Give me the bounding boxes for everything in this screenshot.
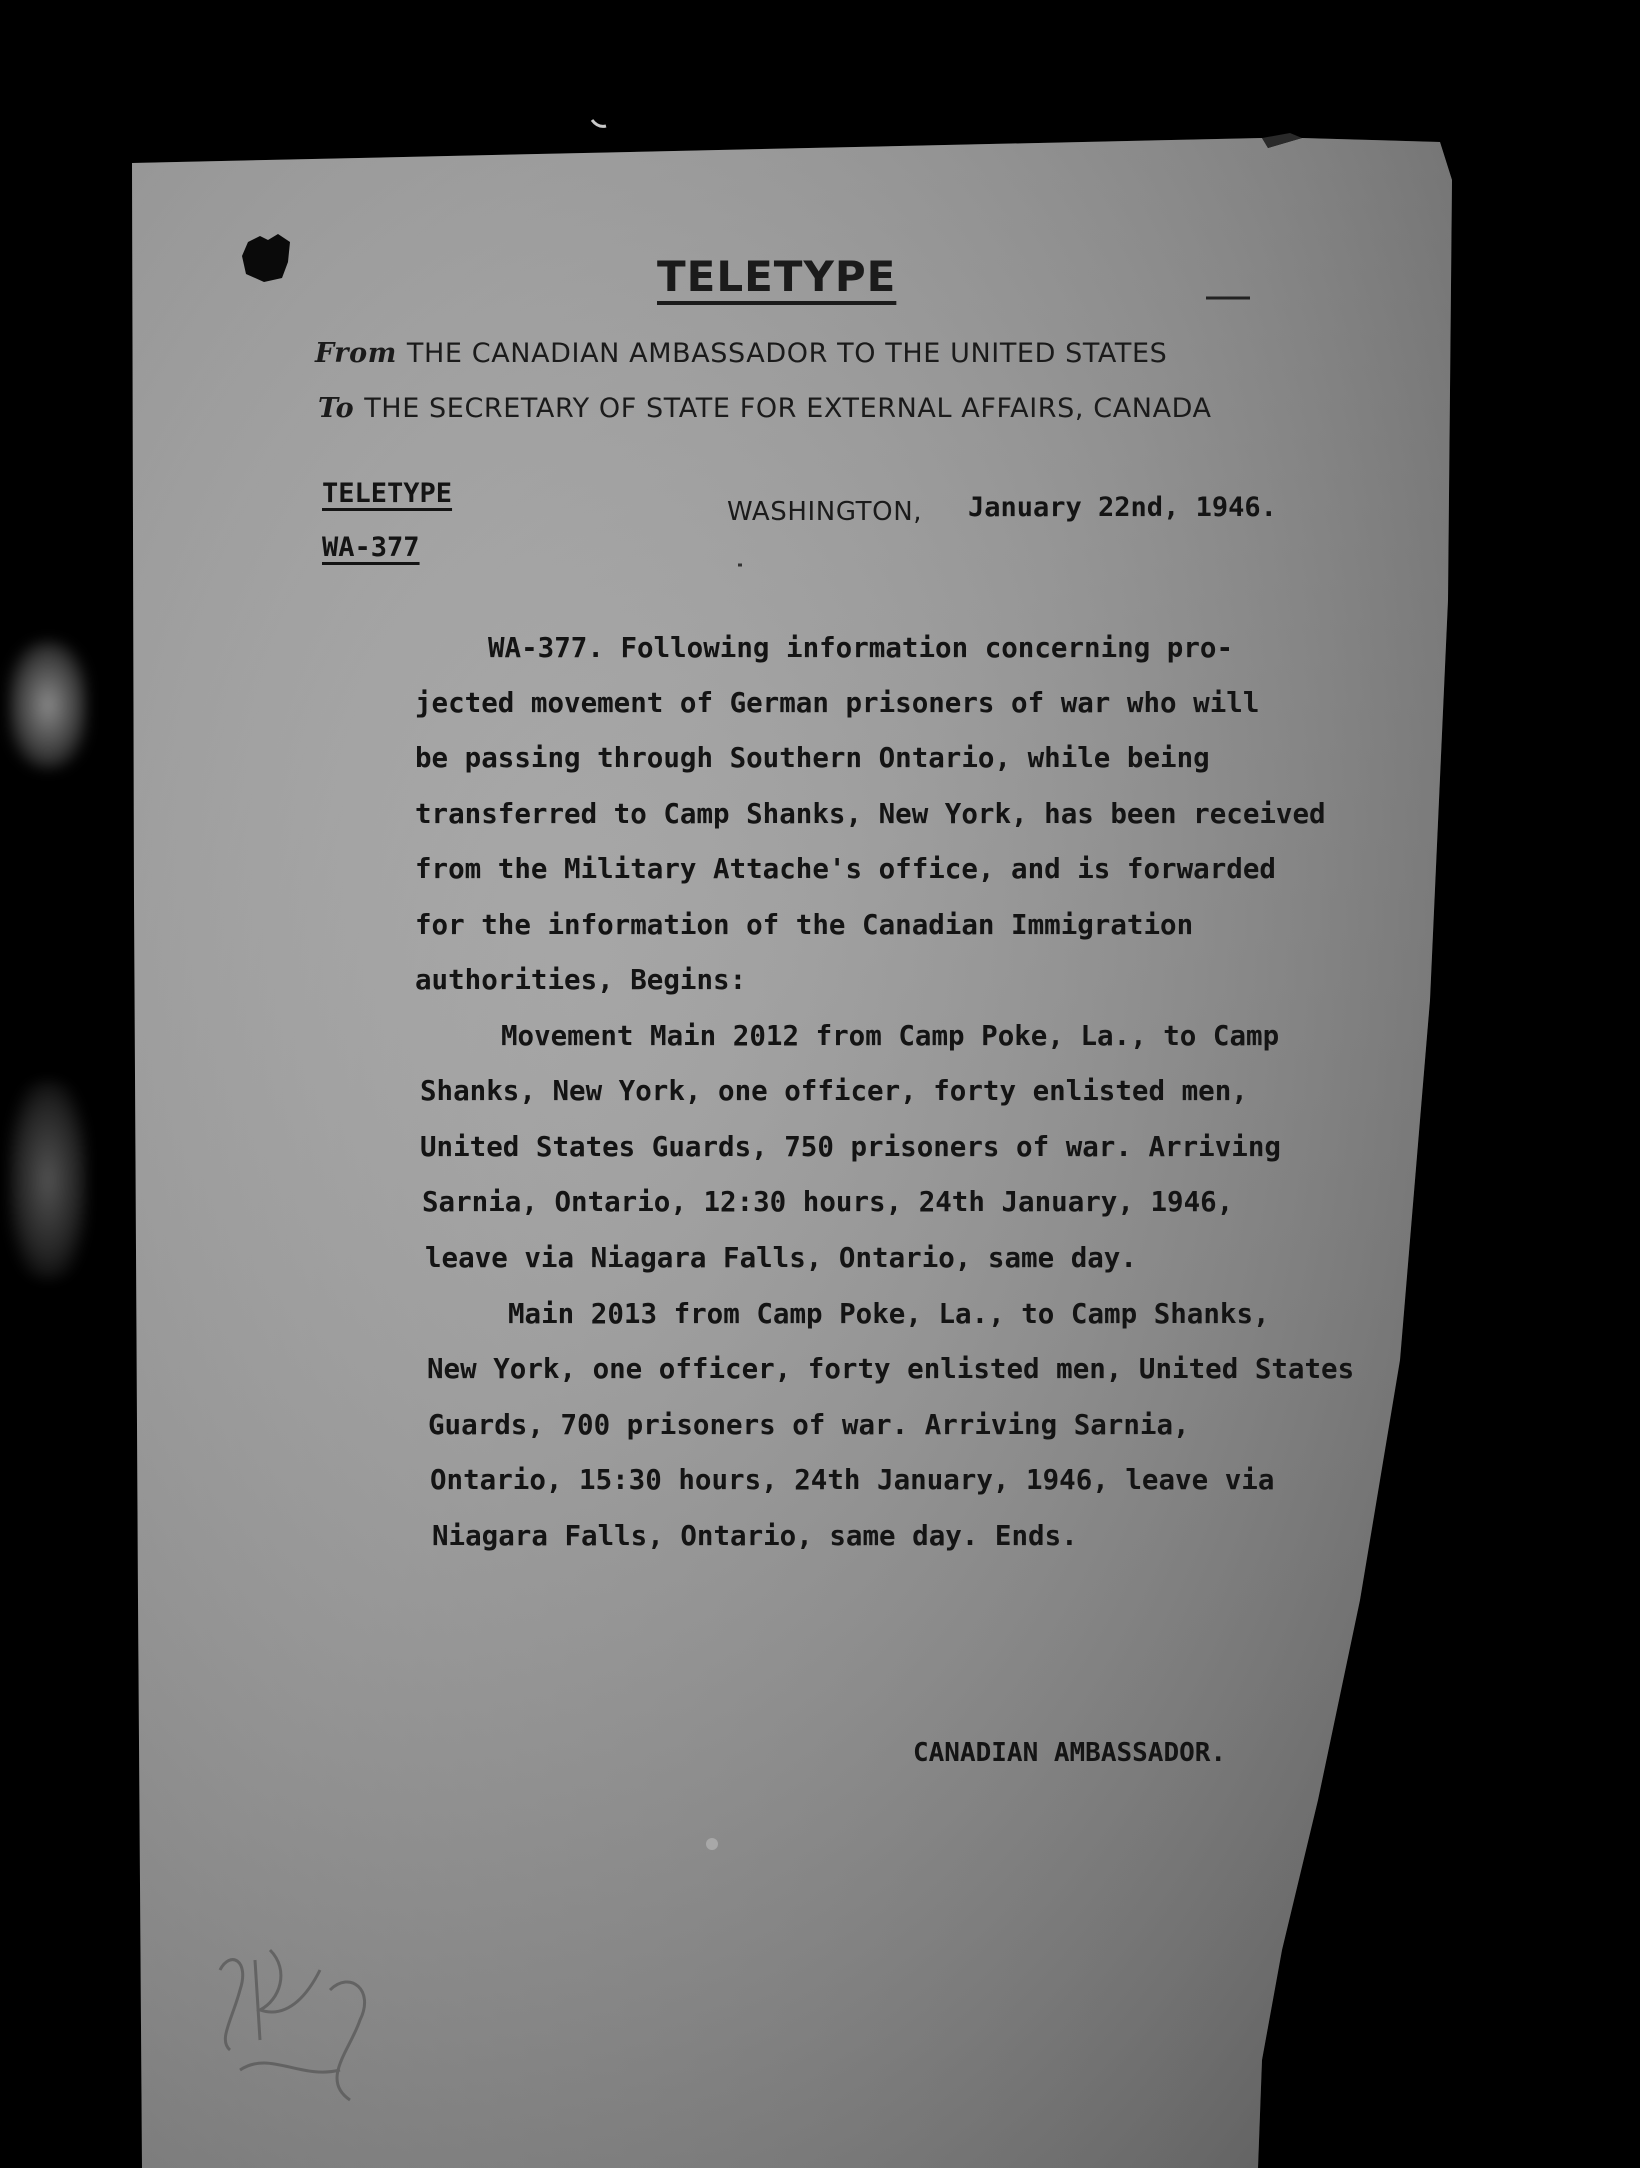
body-line: authorities, Begins: [415, 964, 747, 996]
body-line: New York, one officer, forty enlisted men, United States [427, 1353, 1355, 1385]
body-line: Niagara Falls, Ontario, same day. Ends. [432, 1520, 1078, 1552]
body-line: WA-377. Following information concerning pro- [488, 632, 1234, 664]
body-line: Main 2013 from Camp Poke, La., to Camp Shanks, [508, 1298, 1270, 1330]
place-label: WASHINGTON, [727, 497, 923, 527]
body-line: from the Military Attache's office, and is forwarded [415, 853, 1276, 885]
from-text: THE CANADIAN AMBASSADOR TO THE UNITED STATES [406, 338, 1168, 369]
body-line: for the information of the Canadian Immigration [415, 909, 1194, 941]
from-line [315, 338, 1167, 369]
signature: CANADIAN AMBASSADOR. [913, 1738, 1227, 1768]
body-line: United States Guards, 750 prisoners of war. Arriving [420, 1131, 1281, 1163]
body-line: transferred to Camp Shanks, New York, has been received [415, 798, 1326, 830]
body-line: be passing through Southern Ontario, while being [415, 742, 1210, 774]
body-line: Shanks, New York, one officer, forty enlisted men, [420, 1075, 1248, 1107]
reference-type: TELETYPE [322, 478, 453, 509]
from-label: From [315, 338, 397, 369]
to-line [318, 393, 1212, 424]
body-line: Guards, 700 prisoners of war. Arriving Sarnia, [428, 1409, 1190, 1441]
hole-punch-mark [238, 232, 298, 284]
to-text: THE SECRETARY OF STATE FOR EXTERNAL AFFAIRS, CANADA [364, 393, 1212, 424]
document-heading: TELETYPE [657, 252, 897, 301]
to-label: To [318, 393, 355, 424]
body-line: Ontario, 15:30 hours, 24th January, 1946, leave via [430, 1464, 1275, 1496]
body-line: jected movement of German prisoners of war who will [415, 687, 1260, 719]
body-line: leave via Niagara Falls, Ontario, same day. [425, 1242, 1137, 1274]
handwritten-initials [200, 1930, 400, 2120]
body-line: Movement Main 2012 from Camp Poke, La., to Camp [501, 1020, 1280, 1052]
body-line: Sarnia, Ontario, 12:30 hours, 24th January, 1946, [422, 1186, 1234, 1218]
document-date: January 22nd, 1946. [968, 492, 1277, 523]
reference-number: WA-377 [322, 532, 420, 563]
